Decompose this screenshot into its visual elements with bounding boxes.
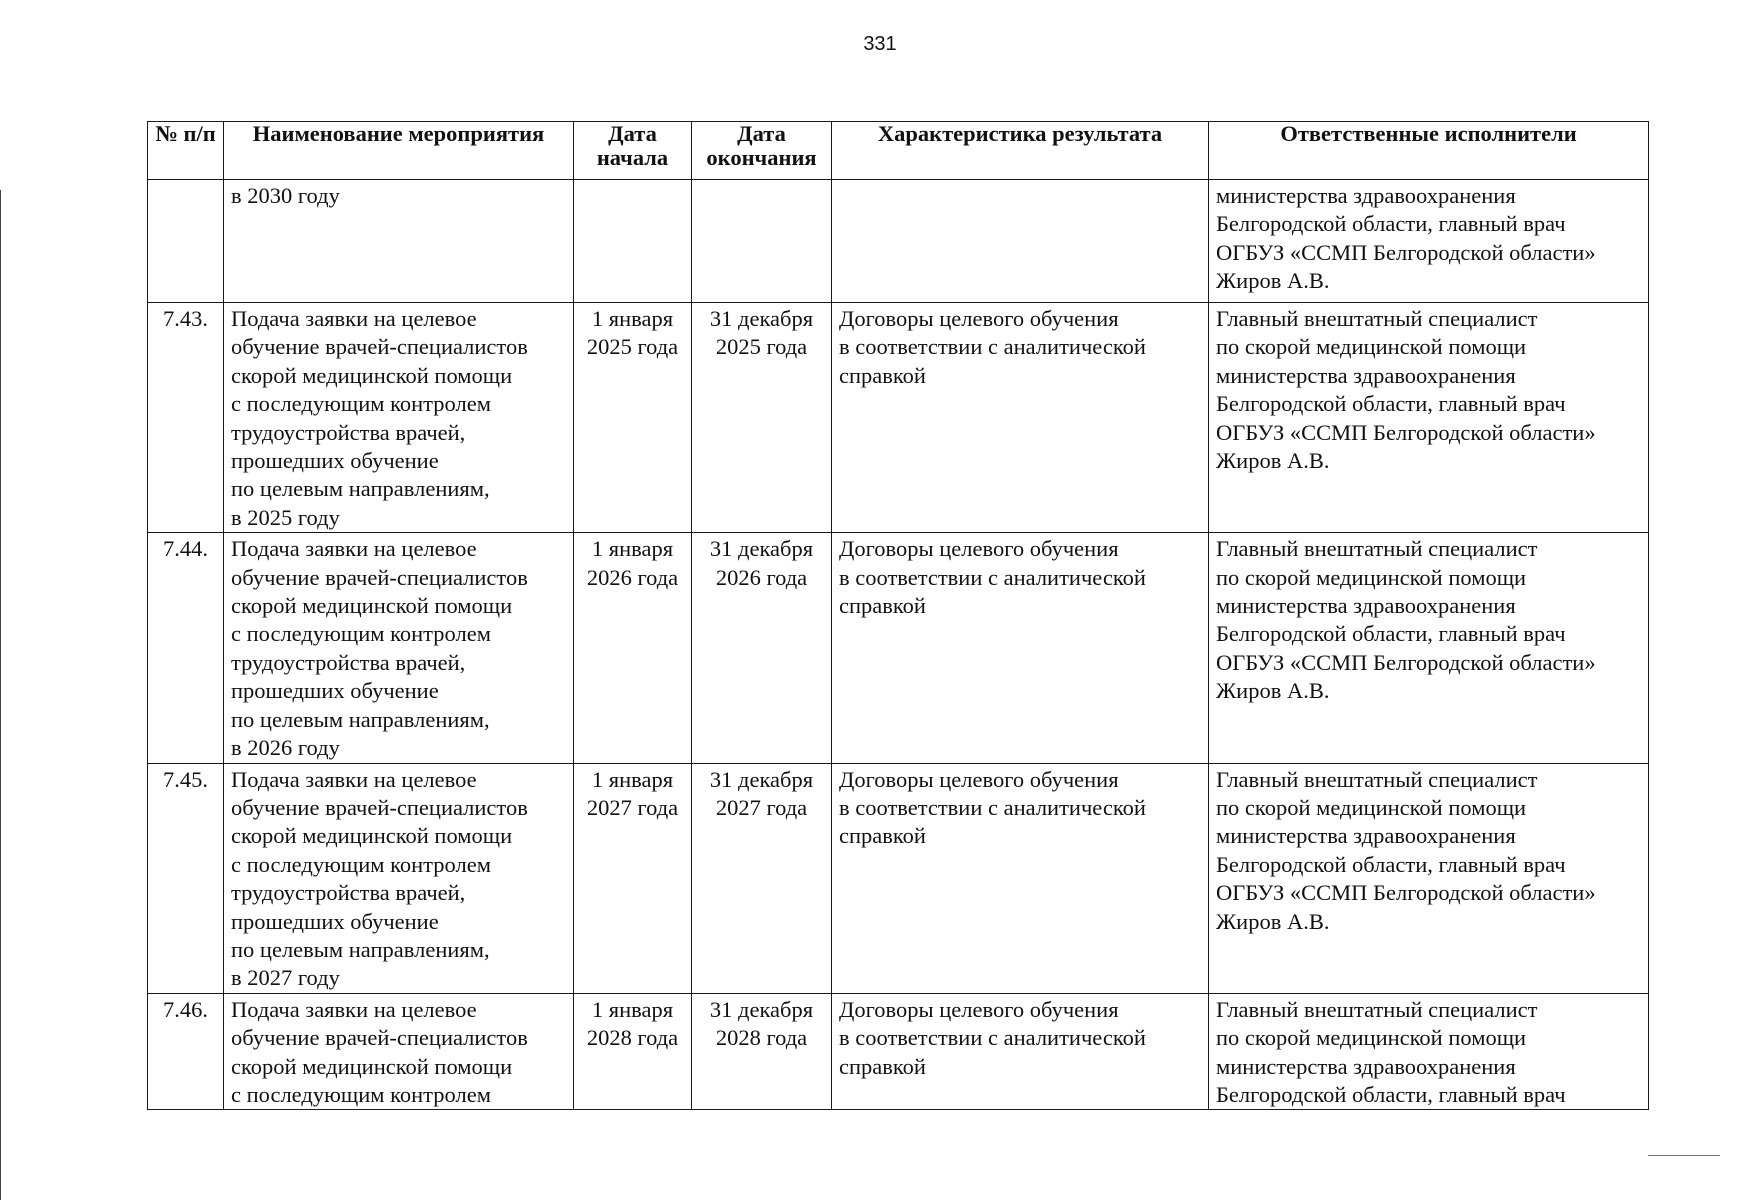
table-row	[148, 763, 1649, 993]
cell-responsible-line: Белгородской области, главный врач	[1216, 621, 1566, 647]
cell-end-date	[692, 303, 832, 533]
cell-result-line: справкой	[839, 362, 926, 388]
table-body	[148, 180, 1649, 1110]
cell-responsible	[1209, 533, 1649, 763]
cell-result	[832, 993, 1209, 1110]
cell-name-line: прошедших обучение	[231, 678, 439, 704]
cell-end-date	[692, 763, 832, 993]
cell-name-line: прошедших обучение	[231, 908, 439, 934]
cell-end-date-line: 2028 года	[715, 1025, 808, 1051]
scan-artifact-line	[1648, 1155, 1720, 1156]
cell-start-date-line: 1 января	[591, 536, 674, 562]
cell-start-date	[574, 993, 692, 1110]
table-row	[148, 303, 1649, 533]
cell-result-line: справкой	[839, 823, 926, 849]
cell-name-line: в 2030 году	[231, 183, 340, 208]
cell-result-line: Договоры целевого обучения	[839, 766, 1119, 792]
cell-start-date-line: 1 января	[591, 306, 674, 331]
cell-name-line: Подача заявки на целевое	[231, 306, 477, 331]
cell-responsible-line: министерства здравоохранения	[1216, 183, 1516, 208]
cell-name-line: обучение врачей-специалистов	[231, 1025, 528, 1051]
cell-start-date-line: 2027 года	[586, 794, 679, 820]
cell-end-date-line: 2027 года	[715, 794, 808, 820]
cell-start-date	[574, 180, 692, 303]
cell-name	[224, 533, 574, 763]
cell-start-date-line: 1 января	[591, 766, 674, 792]
cell-responsible-line: по скорой медицинской помощи	[1216, 1025, 1527, 1051]
cell-end-date-line: 31 декабря	[709, 306, 814, 331]
cell-name-line: трудоустройства врачей,	[231, 880, 466, 906]
cell-responsible-line: Главный внештатный специалист	[1216, 306, 1538, 331]
cell-name-line: по целевым направлениям,	[231, 936, 490, 962]
cell-responsible-line: Белгородской области, главный врач	[1216, 851, 1566, 877]
cell-start-date	[574, 763, 692, 993]
cell-responsible-line: Жиров А.В.	[1216, 908, 1330, 934]
cell-responsible	[1209, 180, 1649, 303]
cell-result-line: в соответствии с аналитической	[839, 794, 1146, 820]
cell-result-line: в соответствии с аналитической	[839, 564, 1146, 590]
header-start-date: Дата начала	[574, 122, 692, 180]
cell-name-line: Подача заявки на целевое	[231, 766, 477, 792]
cell-name-line: скорой медицинской помощи	[231, 593, 513, 619]
cell-result	[832, 533, 1209, 763]
cell-result	[832, 303, 1209, 533]
cell-responsible-line: Главный внештатный специалист	[1216, 536, 1538, 562]
table-row	[148, 533, 1649, 763]
cell-responsible-line: Главный внештатный специалист	[1216, 766, 1538, 792]
header-result: Характеристика результата	[832, 122, 1209, 180]
cell-responsible-line: Жиров А.В.	[1216, 448, 1330, 474]
cell-responsible-line: ОГБУЗ «ССМП Белгородской области»	[1216, 419, 1596, 445]
cell-responsible-line: ОГБУЗ «ССМП Белгородской области»	[1216, 649, 1596, 675]
cell-responsible-line: Жиров А.В.	[1216, 268, 1330, 294]
cell-responsible-line: министерства здравоохранения	[1216, 362, 1516, 388]
header-name: Наименование мероприятия	[224, 122, 574, 180]
cell-num: 7.45.	[148, 763, 224, 993]
cell-name-line: трудоустройства врачей,	[231, 649, 466, 675]
cell-name	[224, 993, 574, 1110]
header-end-date: Дата окончания	[692, 122, 832, 180]
cell-responsible-line: министерства здравоохранения	[1216, 1053, 1516, 1079]
cell-responsible-line: Белгородской области, главный врач	[1216, 211, 1566, 237]
cell-name-line: скорой медицинской помощи	[231, 1053, 513, 1079]
cell-name-line: по целевым направлениям,	[231, 476, 490, 502]
table-row	[148, 180, 1649, 303]
header-num: № п/п	[148, 122, 224, 180]
cell-name-line: обучение врачей-специалистов	[231, 794, 528, 820]
cell-end-date-line: 2026 года	[715, 564, 808, 590]
cell-responsible-line: по скорой медицинской помощи	[1216, 564, 1527, 590]
cell-responsible-line: ОГБУЗ «ССМП Белгородской области»	[1216, 880, 1596, 906]
cell-start-date-line: 1 января	[591, 996, 674, 1022]
cell-name-line: прошедших обучение	[231, 448, 439, 474]
cell-name-line: скорой медицинской помощи	[231, 362, 513, 388]
activities-table	[147, 121, 1649, 1110]
cell-responsible-line: Белгородской области, главный врач	[1216, 391, 1566, 417]
cell-start-date-line: 2025 года	[586, 334, 679, 360]
cell-end-date	[692, 180, 832, 303]
cell-name-line: с последующим контролем	[231, 391, 491, 417]
cell-result-line: справкой	[839, 1053, 926, 1079]
cell-result-line: Договоры целевого обучения	[839, 996, 1119, 1022]
cell-end-date	[692, 993, 832, 1110]
cell-name	[224, 180, 574, 303]
cell-responsible-line: министерства здравоохранения	[1216, 593, 1516, 619]
cell-result-line: Договоры целевого обучения	[839, 306, 1119, 331]
table-row	[148, 993, 1649, 1110]
cell-responsible-line: Жиров А.В.	[1216, 678, 1330, 704]
cell-name-line: в 2025 году	[231, 504, 340, 530]
cell-responsible	[1209, 763, 1649, 993]
cell-name-line: трудоустройства врачей,	[231, 419, 466, 445]
cell-name-line: Подача заявки на целевое	[231, 996, 477, 1022]
cell-num: 7.43.	[148, 303, 224, 533]
cell-name	[224, 303, 574, 533]
cell-responsible-line: ОГБУЗ «ССМП Белгородской области»	[1216, 239, 1596, 265]
cell-name	[224, 763, 574, 993]
cell-result	[832, 180, 1209, 303]
cell-name-line: обучение врачей-специалистов	[231, 334, 528, 360]
cell-name-line: Подача заявки на целевое	[231, 536, 477, 562]
cell-num: 7.44.	[148, 533, 224, 763]
cell-responsible-line: по скорой медицинской помощи	[1216, 334, 1527, 360]
cell-name-line: с последующим контролем	[231, 621, 491, 647]
cell-result	[832, 763, 1209, 993]
cell-start-date-line: 2026 года	[586, 564, 679, 590]
cell-end-date-line: 2025 года	[715, 334, 808, 360]
cell-name-line: в 2027 году	[231, 965, 340, 991]
cell-num	[148, 180, 224, 303]
cell-end-date-line: 31 декабря	[709, 536, 814, 562]
cell-name-line: с последующим контролем	[231, 851, 491, 877]
cell-responsible	[1209, 303, 1649, 533]
cell-start-date-line: 2028 года	[586, 1025, 679, 1051]
table-header-row	[148, 122, 1649, 180]
cell-result-line: в соответствии с аналитической	[839, 1025, 1146, 1051]
cell-responsible-line: министерства здравоохранения	[1216, 823, 1516, 849]
cell-responsible-line: Главный внештатный специалист	[1216, 996, 1538, 1022]
cell-num: 7.46.	[148, 993, 224, 1110]
cell-name-line: обучение врачей-специалистов	[231, 564, 528, 590]
cell-responsible-line: по скорой медицинской помощи	[1216, 794, 1527, 820]
cell-end-date	[692, 533, 832, 763]
cell-responsible-line: Белгородской области, главный врач	[1216, 1081, 1566, 1107]
cell-end-date-line: 31 декабря	[709, 996, 814, 1022]
header-responsible: Ответственные исполнители	[1209, 122, 1649, 180]
cell-name-line: в 2026 году	[231, 735, 340, 761]
cell-start-date	[574, 533, 692, 763]
cell-start-date	[574, 303, 692, 533]
page-number: 331	[863, 33, 897, 55]
cell-responsible	[1209, 993, 1649, 1110]
cell-name-line: скорой медицинской помощи	[231, 823, 513, 849]
cell-result-line: в соответствии с аналитической	[839, 334, 1146, 360]
scan-edge-line	[0, 190, 1, 1200]
cell-name-line: с последующим контролем	[231, 1081, 491, 1107]
cell-end-date-line: 31 декабря	[709, 766, 814, 792]
cell-result-line: справкой	[839, 593, 926, 619]
cell-result-line: Договоры целевого обучения	[839, 536, 1119, 562]
cell-name-line: по целевым направлениям,	[231, 706, 490, 732]
